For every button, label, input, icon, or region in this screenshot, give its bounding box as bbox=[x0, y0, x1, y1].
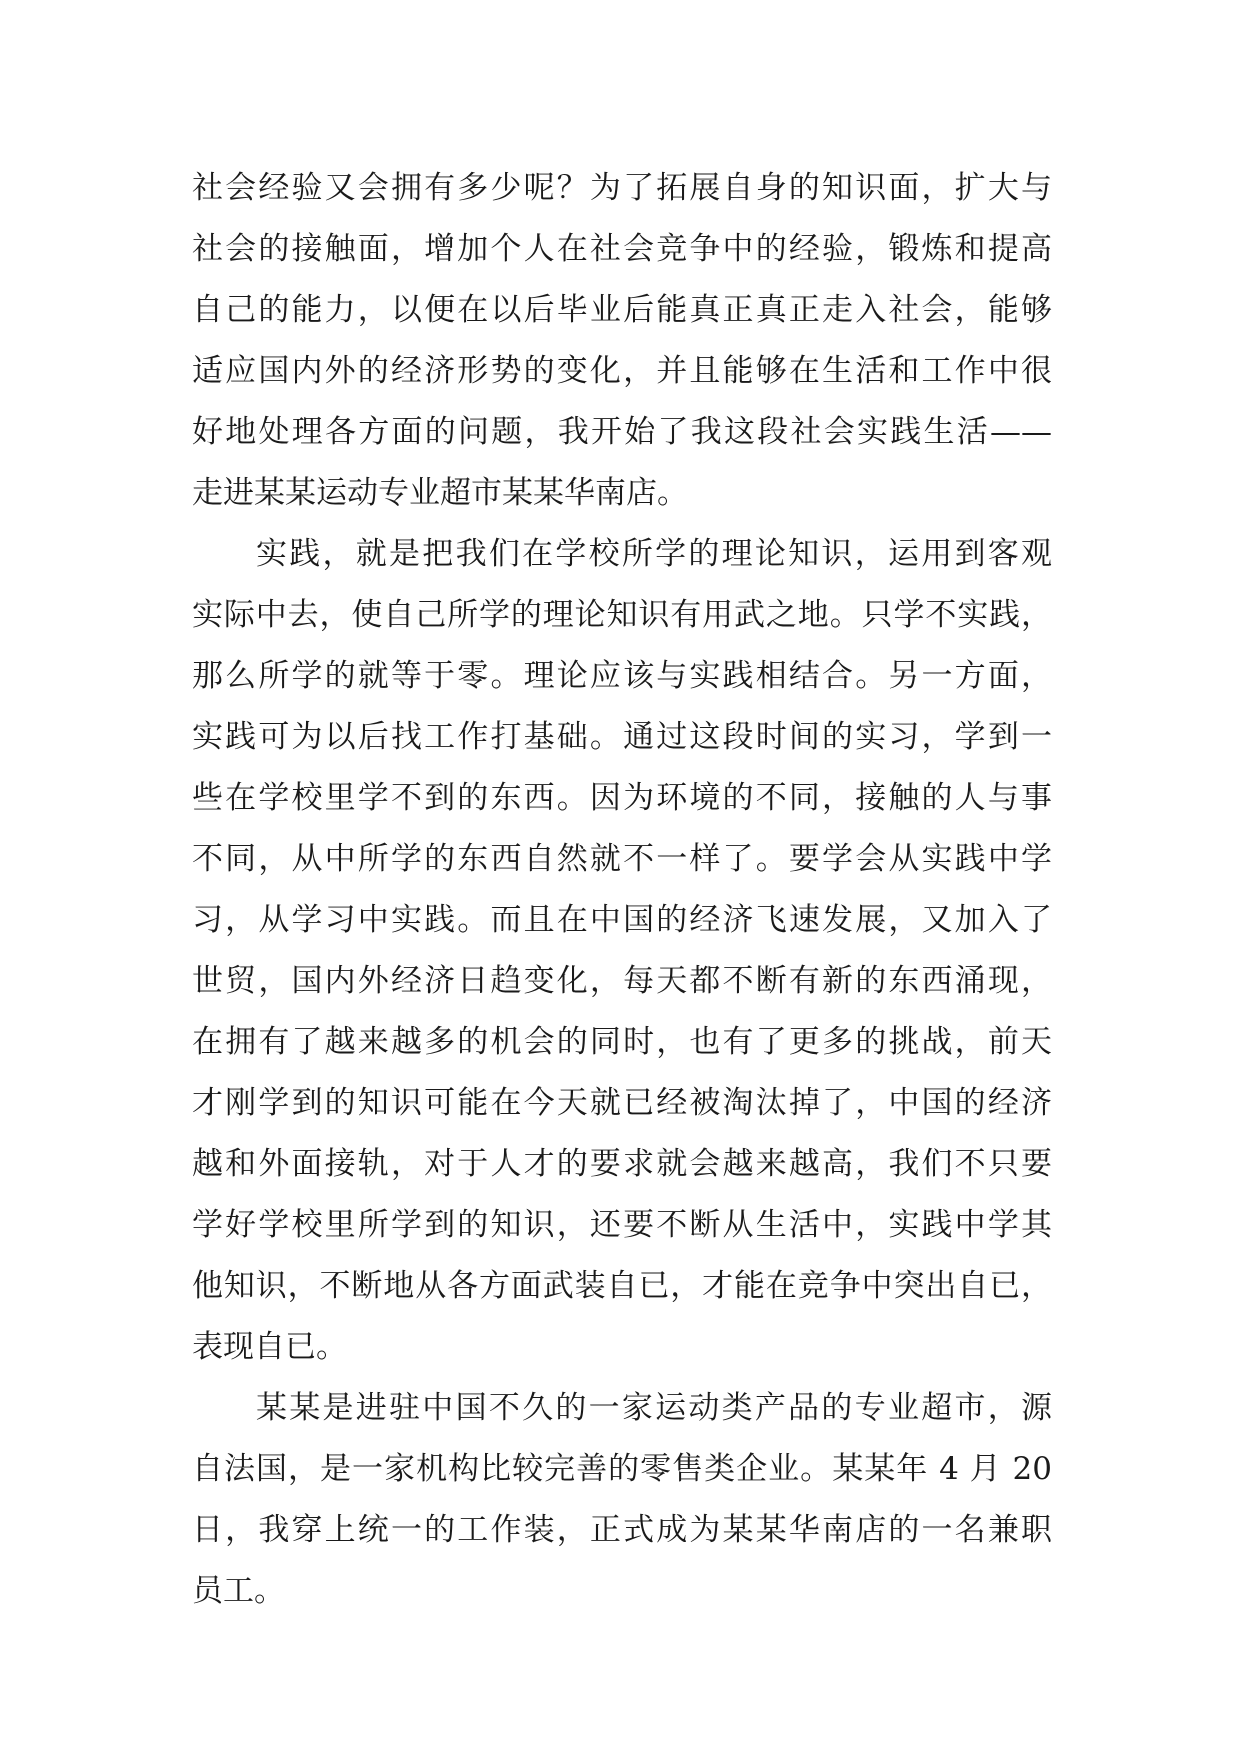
text-line: 他知识，不断地从各方面武装自已，才能在竞争中突出自已， bbox=[192, 1268, 1052, 1304]
text-line: 不同，从中所学的东西自然就不一样了。要学会从实践中学 bbox=[192, 841, 1052, 877]
text-line: 些在学校里学不到的东西。因为环境的不同，接触的人与事 bbox=[192, 780, 1052, 816]
text-line: 社会的接触面，增加个人在社会竞争中的经验，锻炼和提高 bbox=[192, 231, 1052, 267]
text-line: 好地处理各方面的问题，我开始了我这段社会实践生活—— bbox=[192, 414, 1052, 450]
text-line: 表现自已。 bbox=[192, 1329, 347, 1365]
text-line: 实践，就是把我们在学校所学的理论知识，运用到客观 bbox=[256, 536, 1052, 572]
text-line: 才刚学到的知识可能在今天就已经被淘汰掉了，中国的经济 bbox=[192, 1085, 1052, 1121]
text-line: 世贸，国内外经济日趋变化，每天都不断有新的东西涌现， bbox=[192, 963, 1052, 999]
text-line: 习，从学习中实践。而且在中国的经济飞速发展，又加入了 bbox=[192, 902, 1052, 938]
text-line: 员工。 bbox=[192, 1573, 285, 1609]
text-line: 适应国内外的经济形势的变化，并且能够在生活和工作中很 bbox=[192, 353, 1052, 389]
text-line: 日，我穿上统一的工作装，正式成为某某华南店的一名兼职 bbox=[192, 1512, 1052, 1548]
paragraph-1 bbox=[192, 158, 1052, 524]
text-line: 走进某某运动专业超市某某华南店。 bbox=[192, 475, 688, 511]
text-line: 在拥有了越来越多的机会的同时，也有了更多的挑战，前天 bbox=[192, 1024, 1052, 1060]
text-line: 自己的能力，以便在以后毕业后能真正真正走入社会，能够 bbox=[192, 292, 1052, 328]
paragraph-3 bbox=[192, 1378, 1052, 1622]
text-line: 那么所学的就等于零。理论应该与实践相结合。另一方面， bbox=[192, 658, 1052, 694]
paragraph-2 bbox=[192, 524, 1052, 1378]
text-line: 越和外面接轨，对于人才的要求就会越来越高，我们不只要 bbox=[192, 1146, 1052, 1182]
text-line: 社会经验又会拥有多少呢？为了拓展自身的知识面，扩大与 bbox=[192, 170, 1052, 206]
text-line: 实践可为以后找工作打基础。通过这段时间的实习，学到一 bbox=[192, 719, 1052, 755]
text-line: 自法国，是一家机构比较完善的零售类企业。某某年 4 月 20 bbox=[192, 1451, 1052, 1487]
text-line: 实际中去，使自己所学的理论知识有用武之地。只学不实践， bbox=[192, 597, 1052, 633]
text-line: 学好学校里所学到的知识，还要不断从生活中，实践中学其 bbox=[192, 1207, 1052, 1243]
text-line: 某某是进驻中国不久的一家运动类产品的专业超市，源 bbox=[256, 1390, 1052, 1426]
document-body bbox=[192, 158, 1052, 1622]
